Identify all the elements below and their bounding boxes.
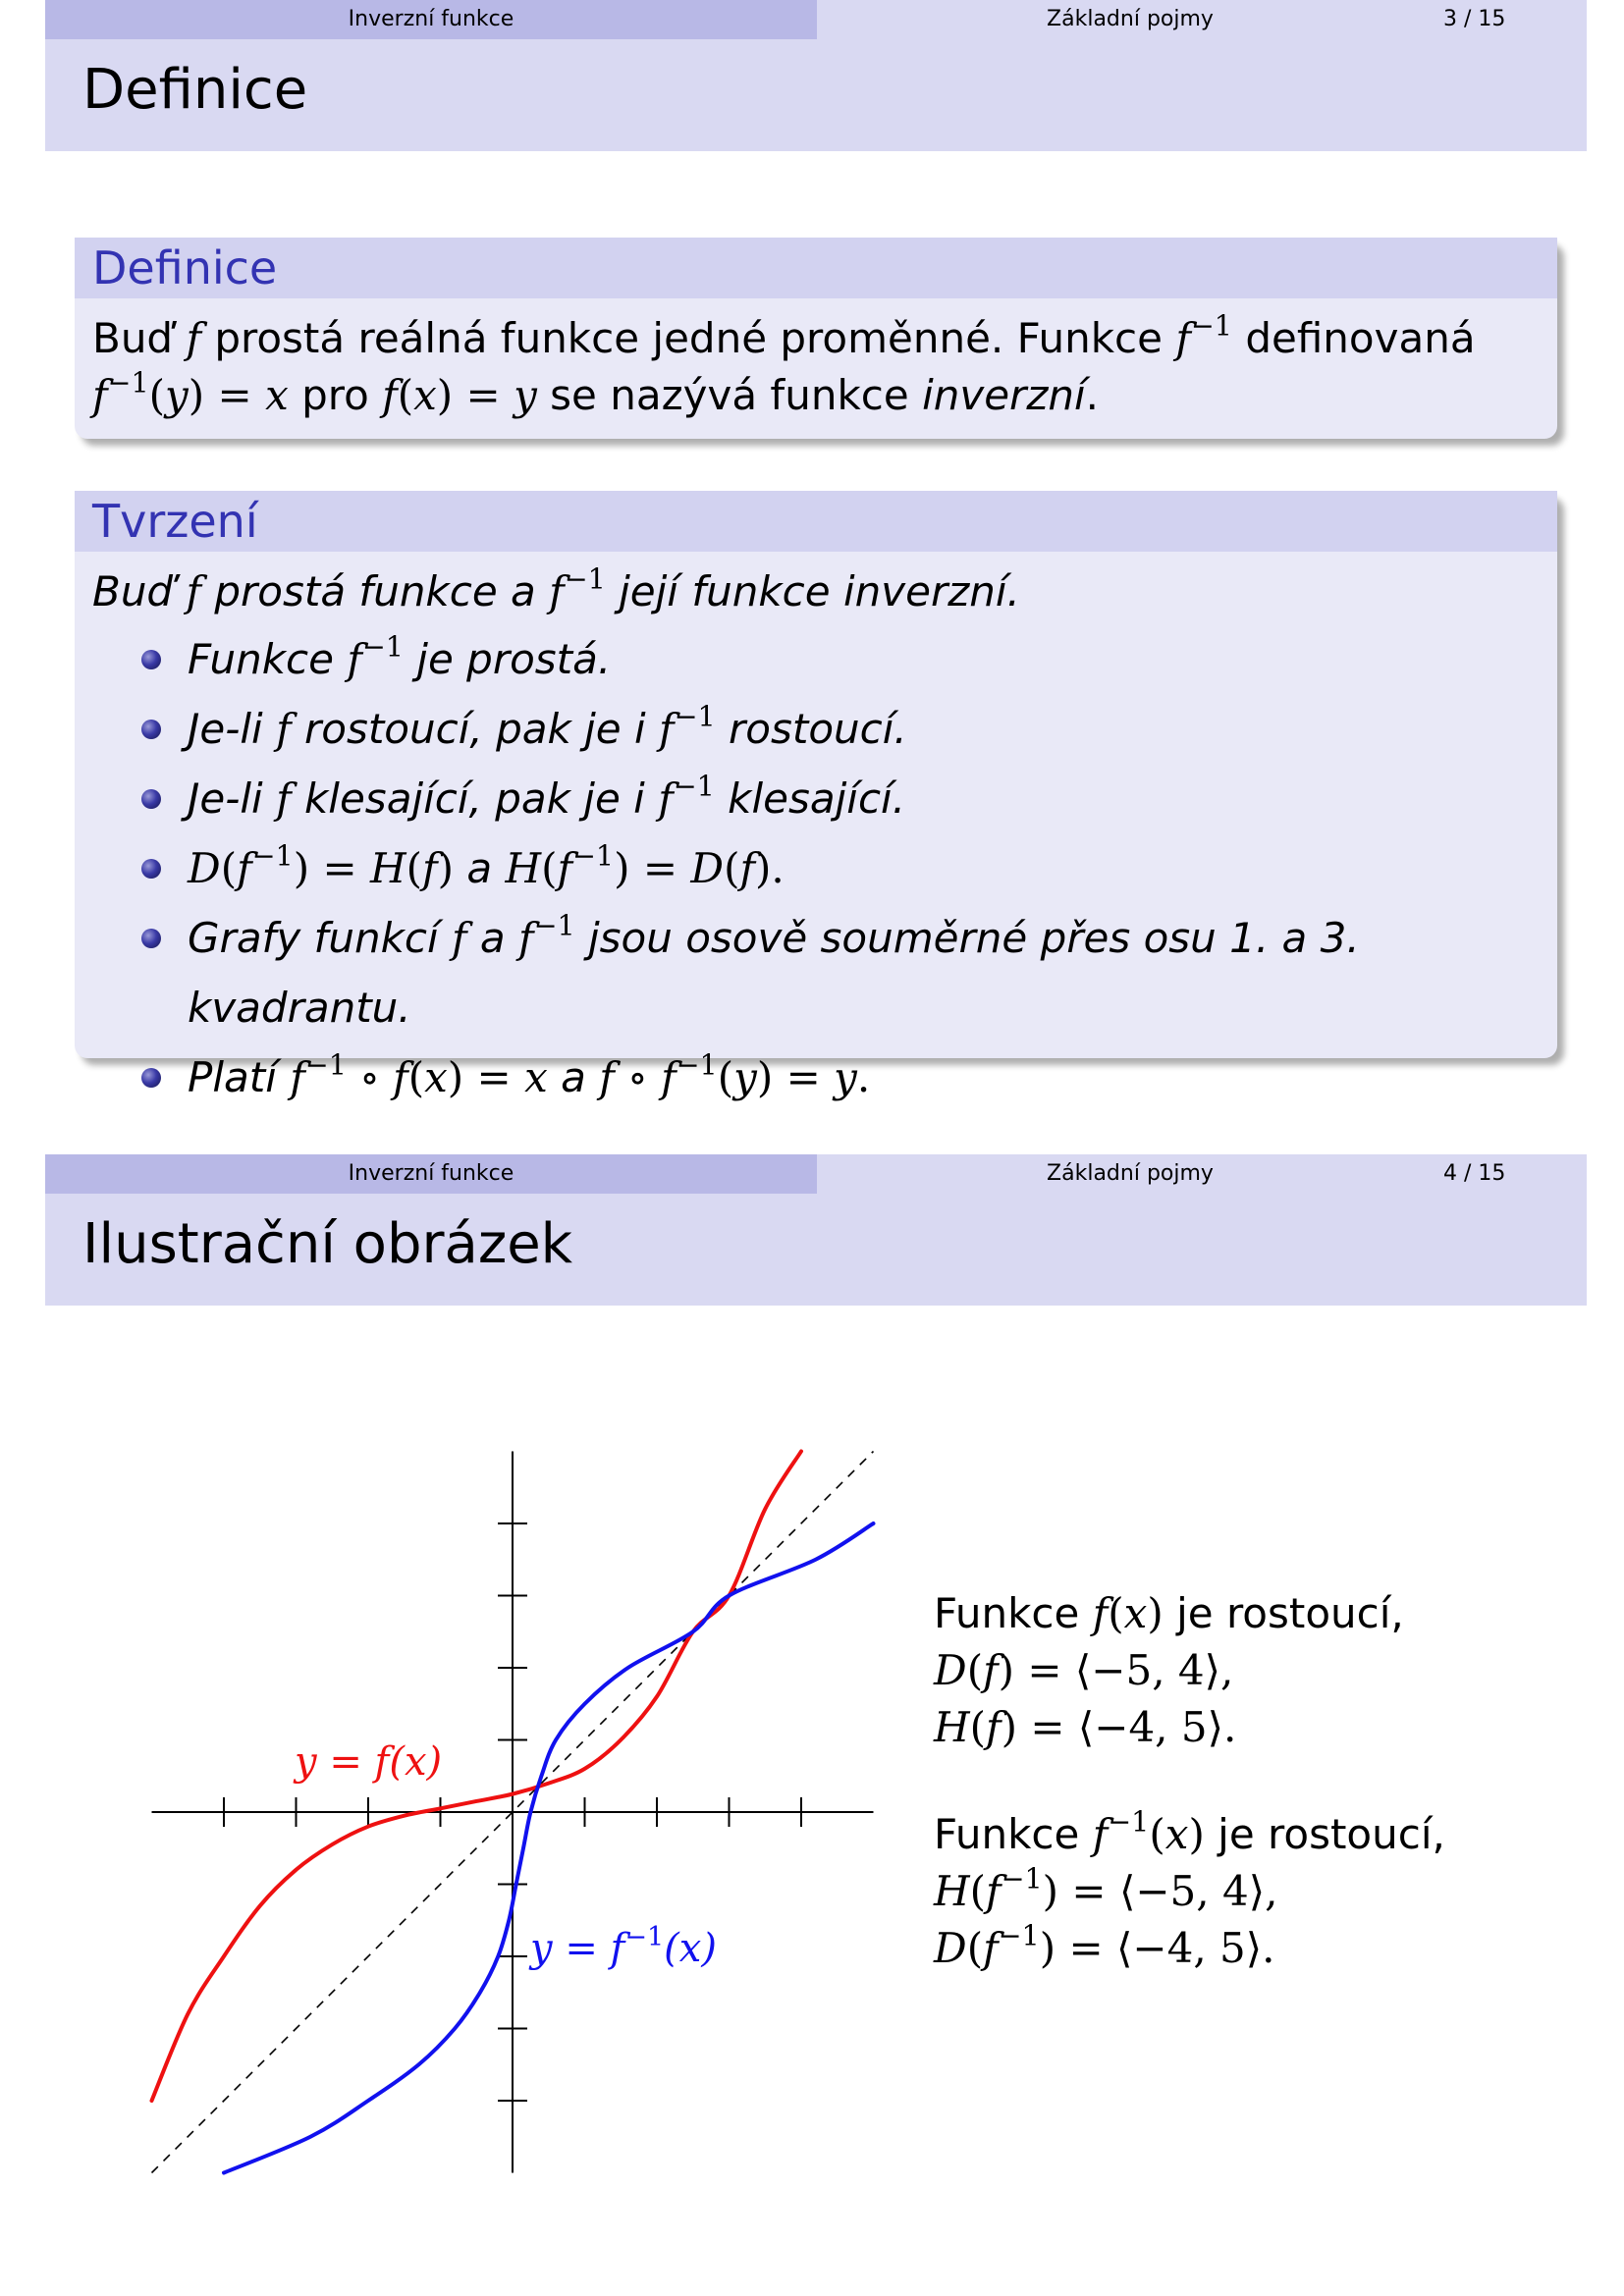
- theorem-text: a: [547, 1053, 600, 1101]
- math-symbol: (: [397, 371, 414, 419]
- math-symbol: f: [739, 844, 756, 892]
- side-line: [934, 1863, 1445, 1920]
- math-symbol: =: [453, 371, 514, 419]
- math-superscript: −1: [304, 1047, 347, 1082]
- interval-value: ⟨−5, 4⟩,: [1074, 1646, 1234, 1694]
- theorem-text: její funkce inverzní.: [605, 567, 1020, 615]
- math-symbol: x: [1164, 1810, 1189, 1858]
- interval-value: ⟨−4, 5⟩.: [1077, 1703, 1237, 1751]
- side-line: [934, 1806, 1445, 1863]
- label-f-inverse-sup: −1: [624, 1922, 665, 1952]
- math-symbol: D: [934, 1924, 967, 1972]
- math-symbol: =: [629, 844, 691, 892]
- theorem-text: Je-li: [188, 774, 277, 823]
- math-symbol: (: [148, 371, 166, 419]
- math-symbol: ): [447, 1053, 464, 1101]
- math-symbol: f: [557, 844, 573, 892]
- math-symbol: =: [1016, 1703, 1078, 1751]
- math-symbol: ): [188, 371, 205, 419]
- math-symbol: ): [293, 844, 310, 892]
- math-symbol: (: [969, 1867, 987, 1915]
- math-symbol: H: [370, 844, 406, 892]
- math-symbol: x: [524, 1053, 548, 1101]
- math-symbol: ): [755, 844, 772, 892]
- math-superscript: −1: [361, 629, 404, 664]
- math-symbol: (: [407, 1053, 425, 1101]
- definition-emphasis: inverzní: [922, 371, 1086, 419]
- math-symbol: f: [186, 314, 201, 362]
- axes: [152, 1452, 874, 2173]
- math-symbol: f: [276, 774, 292, 823]
- math-symbol: x: [413, 371, 437, 419]
- theorem-text: Je-li: [188, 705, 277, 753]
- math-symbol: f: [393, 1053, 408, 1101]
- label-f: y = f(x): [295, 1739, 443, 1785]
- math-symbol: ): [437, 844, 454, 892]
- math-symbol: ): [756, 1053, 774, 1101]
- math-symbol: (: [969, 1703, 987, 1751]
- math-symbol: f: [1175, 314, 1191, 362]
- definition-text: prostá reálná funkce jedné proměnné. Funkce: [201, 314, 1176, 362]
- math-symbol: (: [1149, 1810, 1165, 1858]
- math-symbol: f: [549, 567, 565, 615]
- side-line: [934, 1699, 1404, 1756]
- interval-value: ⟨−5, 4⟩,: [1118, 1867, 1278, 1915]
- math-superscript: −1: [1108, 1804, 1150, 1839]
- math-symbol: (: [966, 1646, 984, 1694]
- math-symbol: ): [614, 844, 630, 892]
- math-symbol: =: [309, 844, 371, 892]
- header-subsection-title: Základní pojmy: [817, 0, 1443, 39]
- math-symbol: f: [986, 1703, 1001, 1751]
- math-symbol: D: [934, 1646, 967, 1694]
- math-symbol: (: [966, 1924, 984, 1972]
- side-line: [934, 1585, 1404, 1642]
- theorem-text: Funkce: [188, 635, 348, 683]
- theorem-text: rostoucí, pak je i: [291, 705, 660, 753]
- math-symbol: f: [983, 1924, 999, 1972]
- math-symbol: f: [290, 1053, 305, 1101]
- math-symbol: x: [1123, 1589, 1148, 1637]
- math-superscript: −1: [533, 908, 575, 942]
- math-symbol: =: [1056, 1924, 1117, 1972]
- math-symbol: f: [422, 844, 438, 892]
- list-item: Platí $f^{-1}$ ∘ f(x) = x a f ∘ $f^{-1}(y) = y$.: [92, 1042, 1540, 1112]
- math-symbol: (: [1108, 1589, 1124, 1637]
- list-item: $D(f^{-1}) = H(f)$ a $H(f^{-1}) = D(f)$.: [92, 833, 1540, 903]
- theorem-block-title: Tvrzení: [75, 491, 1557, 552]
- math-symbol: ∘: [614, 1053, 662, 1101]
- definition-text: se nazývá funkce: [536, 371, 923, 419]
- math-symbol: =: [773, 1053, 835, 1101]
- math-symbol: f: [983, 1646, 999, 1694]
- math-symbol: f: [658, 774, 674, 823]
- math-symbol: =: [1058, 1867, 1119, 1915]
- math-symbol: f: [661, 1053, 677, 1101]
- math-symbol: ): [1147, 1589, 1164, 1637]
- math-symbol: (: [220, 844, 238, 892]
- theorem-text: a: [453, 844, 506, 892]
- label-f-inverse-suffix: (x): [664, 1926, 717, 1971]
- definition-text: Buď: [92, 314, 187, 362]
- side-line: [934, 1642, 1404, 1699]
- interval-value: ⟨−4, 5⟩.: [1116, 1924, 1275, 1972]
- side-description: [934, 1585, 1404, 1756]
- math-symbol: H: [505, 844, 542, 892]
- side-text: je rostoucí,: [1204, 1810, 1445, 1858]
- math-symbol: x: [424, 1053, 448, 1101]
- math-superscript: −1: [673, 769, 715, 803]
- theorem-text: jsou osově souměrné přes osu 1. a 3. kvadrantu.: [188, 914, 1360, 1032]
- math-symbol: f: [1092, 1810, 1109, 1858]
- math-superscript: −1: [998, 1918, 1040, 1952]
- page-number: 4 / 15: [1443, 1154, 1587, 1194]
- curve-f: [152, 1452, 802, 2102]
- side-text: Funkce: [934, 1810, 1093, 1858]
- math-symbol: =: [463, 1053, 525, 1101]
- math-symbol: ∘: [346, 1053, 394, 1101]
- theorem-text: klesající, pak je i: [291, 774, 659, 823]
- math-symbol: f: [518, 914, 534, 962]
- curve-f-inverse: [224, 1523, 874, 2173]
- side-text: je rostoucí,: [1163, 1589, 1404, 1637]
- math-symbol: f: [382, 371, 398, 419]
- math-symbol: f: [347, 635, 362, 683]
- definition-text: pro: [288, 371, 383, 419]
- math-symbol: =: [1014, 1646, 1075, 1694]
- math-symbol: ): [998, 1646, 1015, 1694]
- math-symbol: f: [237, 844, 252, 892]
- math-symbol: f: [452, 914, 467, 962]
- math-symbol: H: [934, 1867, 970, 1915]
- theorem-text: prostá funkce a: [201, 567, 550, 615]
- math-symbol: f: [92, 371, 108, 419]
- math-symbol: (: [724, 844, 740, 892]
- definition-text: .: [1085, 371, 1100, 419]
- math-symbol: y: [733, 1053, 757, 1101]
- math-symbol: ): [436, 371, 454, 419]
- math-symbol: H: [934, 1703, 970, 1751]
- side-line: [934, 1920, 1445, 1977]
- math-symbol: (: [406, 844, 423, 892]
- theorem-text: rostoucí.: [715, 705, 907, 753]
- math-symbol: y: [165, 371, 189, 419]
- math-symbol: ): [1188, 1810, 1205, 1858]
- math-symbol: f: [1092, 1589, 1109, 1637]
- page-number: 3 / 15: [1443, 0, 1587, 39]
- math-symbol: f: [276, 705, 292, 753]
- theorem-text: Platí: [188, 1053, 291, 1101]
- header-section-title: Inverzní funkce: [45, 1154, 817, 1194]
- math-superscript: −1: [676, 1047, 718, 1082]
- math-symbol: y: [834, 1053, 857, 1101]
- math-symbol: f: [659, 705, 675, 753]
- math-symbol: ): [1001, 1703, 1017, 1751]
- theorem-text: je prostá.: [403, 635, 612, 683]
- math-superscript: −1: [251, 838, 294, 873]
- definition-block-title: Definice: [75, 238, 1557, 298]
- math-symbol: f: [599, 1053, 615, 1101]
- slide-title: Definice: [82, 58, 308, 122]
- math-symbol: ): [1039, 1924, 1056, 1972]
- math-superscript: −1: [564, 561, 606, 596]
- math-symbol: (: [541, 844, 558, 892]
- label-f-inverse: [528, 1922, 717, 1971]
- definition-text: definovaná: [1231, 314, 1476, 362]
- header-subsection-title: Základní pojmy: [817, 1154, 1443, 1194]
- math-symbol: ): [1042, 1867, 1059, 1915]
- math-superscript: −1: [1190, 308, 1232, 343]
- math-symbol: =: [204, 371, 266, 419]
- header-section-title: Inverzní funkce: [45, 0, 817, 39]
- math-symbol: D: [690, 844, 725, 892]
- label-f-inverse-prefix: y = f: [530, 1926, 625, 1971]
- math-superscript: −1: [674, 699, 716, 733]
- math-symbol: y: [514, 371, 537, 419]
- theorem-text: Buď: [92, 567, 187, 615]
- slide-title: Ilustrační obrázek: [82, 1212, 573, 1276]
- math-symbol: f: [986, 1867, 1001, 1915]
- side-text: Funkce: [934, 1589, 1093, 1637]
- math-superscript: −1: [107, 365, 149, 400]
- math-symbol: D: [188, 844, 221, 892]
- math-superscript: −1: [1001, 1861, 1043, 1896]
- theorem-text: klesající.: [714, 774, 906, 823]
- theorem-text: Grafy funkcí: [188, 914, 453, 962]
- math-symbol: (: [717, 1053, 734, 1101]
- math-superscript: −1: [572, 838, 615, 873]
- math-symbol: f: [186, 567, 201, 615]
- math-symbol: x: [265, 371, 289, 419]
- side-description: [934, 1806, 1445, 1977]
- theorem-text: a: [466, 914, 519, 962]
